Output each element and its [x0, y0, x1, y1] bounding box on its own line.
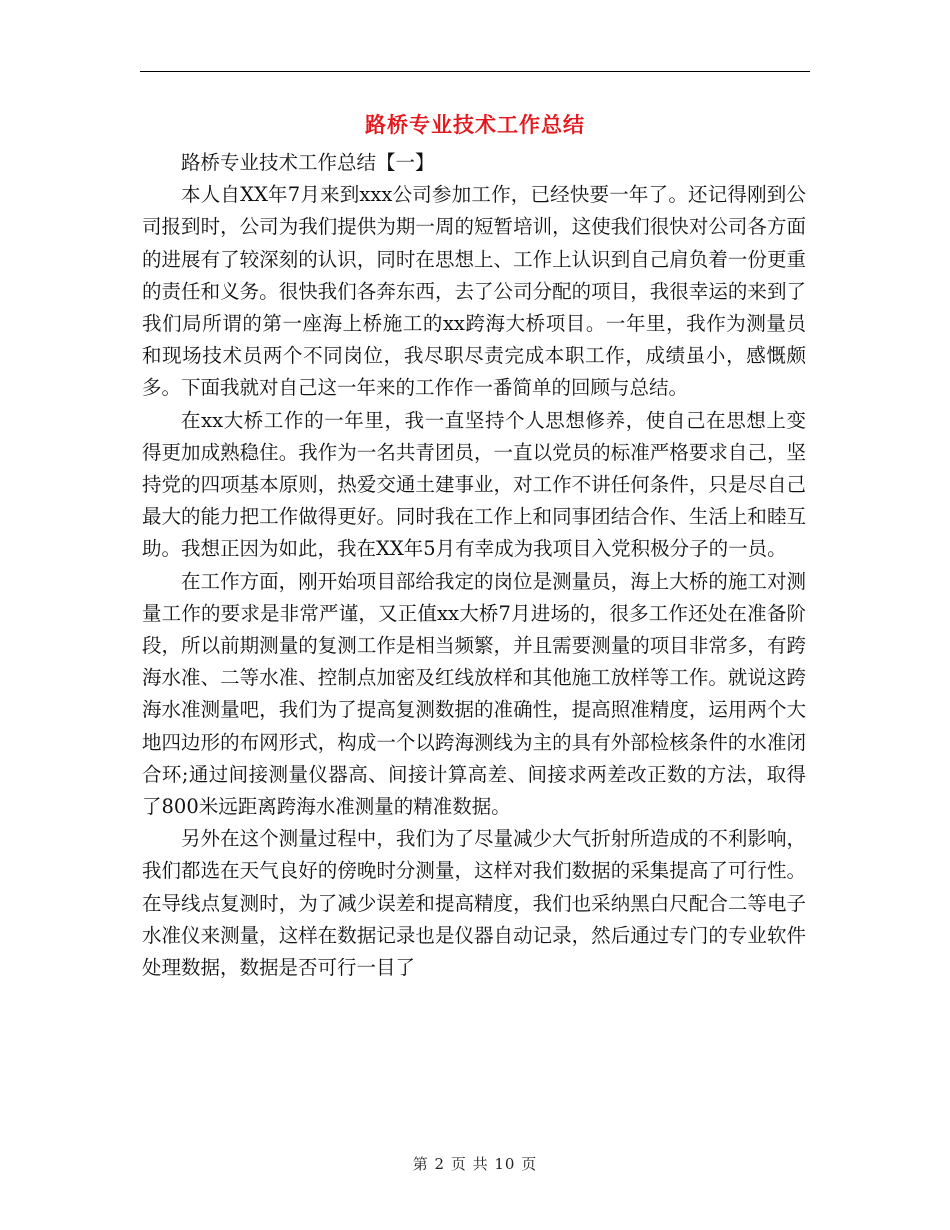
section-heading: 路桥专业技术工作总结【一】 — [181, 151, 435, 174]
paragraph: 在工作方面，刚开始项目部给我定的岗位是测量员，海上大桥的施工对测量工作的要求是非常严谨，又正值xx大桥7月进场的，很多工作还处在准备阶段，所以前期测量的复测工作是相当频繁，并且需要测量的项目非常多，有跨海水准、二等水准、控制点加密及红线放样和其他施工放样等工作。就说这跨海水准测量吧，我们为了提高复测数据的准确性，提高照准精度，运用两个大地四边形的布网形式，构成一个以跨海测线为主的具有外部检核条件的水准闭合环;通过间接测量仪器高、间接计算高差、间接求两差改正数的方法，取得了800米远距离跨海水准测量的精准数据。 — [142, 569, 806, 819]
paragraph: 另外在这个测量过程中，我们为了尽量减少大气折射所造成的不利影响，我们都选在天气良好的傍晚时分测量，这样对我们数据的采集提高了可行性。在导线点复测时，为了减少误差和提高精度，我们也采纳黑白尺配合二等电子水准仪来测量，这样在数据记录也是仪器自动记录，然后通过专门的专业软件处理数据，数据是否可行一目了 — [142, 827, 806, 980]
document-title: 路桥专业技术工作总结 — [365, 112, 585, 137]
header-rule — [140, 71, 810, 72]
paragraph: 本人自XX年7月来到xxx公司参加工作，已经快要一年了。还记得刚到公司报到时，公司为我们提供为期一周的短暂培训，这使我们很快对公司各方面的进展有了较深刻的认识，同时在思想上、工作上认识到自己肩负着一份更重的责任和义务。很快我们各奔东西，去了公司分配的项目，我很幸运的来到了我们局所谓的第一座海上桥施工的xx跨海大桥项目。一年里，我作为测量员和现场技术员两个不同岗位，我尽职尽责完成本职工作，成绩虽小，感慨颇多。下面我就对自己这一年来的工作作一番简单的回顾与总结。 — [142, 183, 806, 400]
document-body — [142, 147, 806, 984]
paragraph: 在xx大桥工作的一年里，我一直坚持个人思想修养，使自己在思想上变得更加成熟稳住。我作为一名共青团员，一直以党员的标准严格要求自己，坚持党的四项基本原则，热爱交通土建事业，对工作不讲任何条件，只是尽自己最大的能力把工作做得更好。同时我在工作上和同事团结合作、生活上和睦互助。我想正因为如此，我在XX年5月有幸成为我项目入党积极分子的一员。 — [142, 408, 806, 561]
page-number-footer: 第 2 页 共 10 页 — [412, 1155, 538, 1173]
